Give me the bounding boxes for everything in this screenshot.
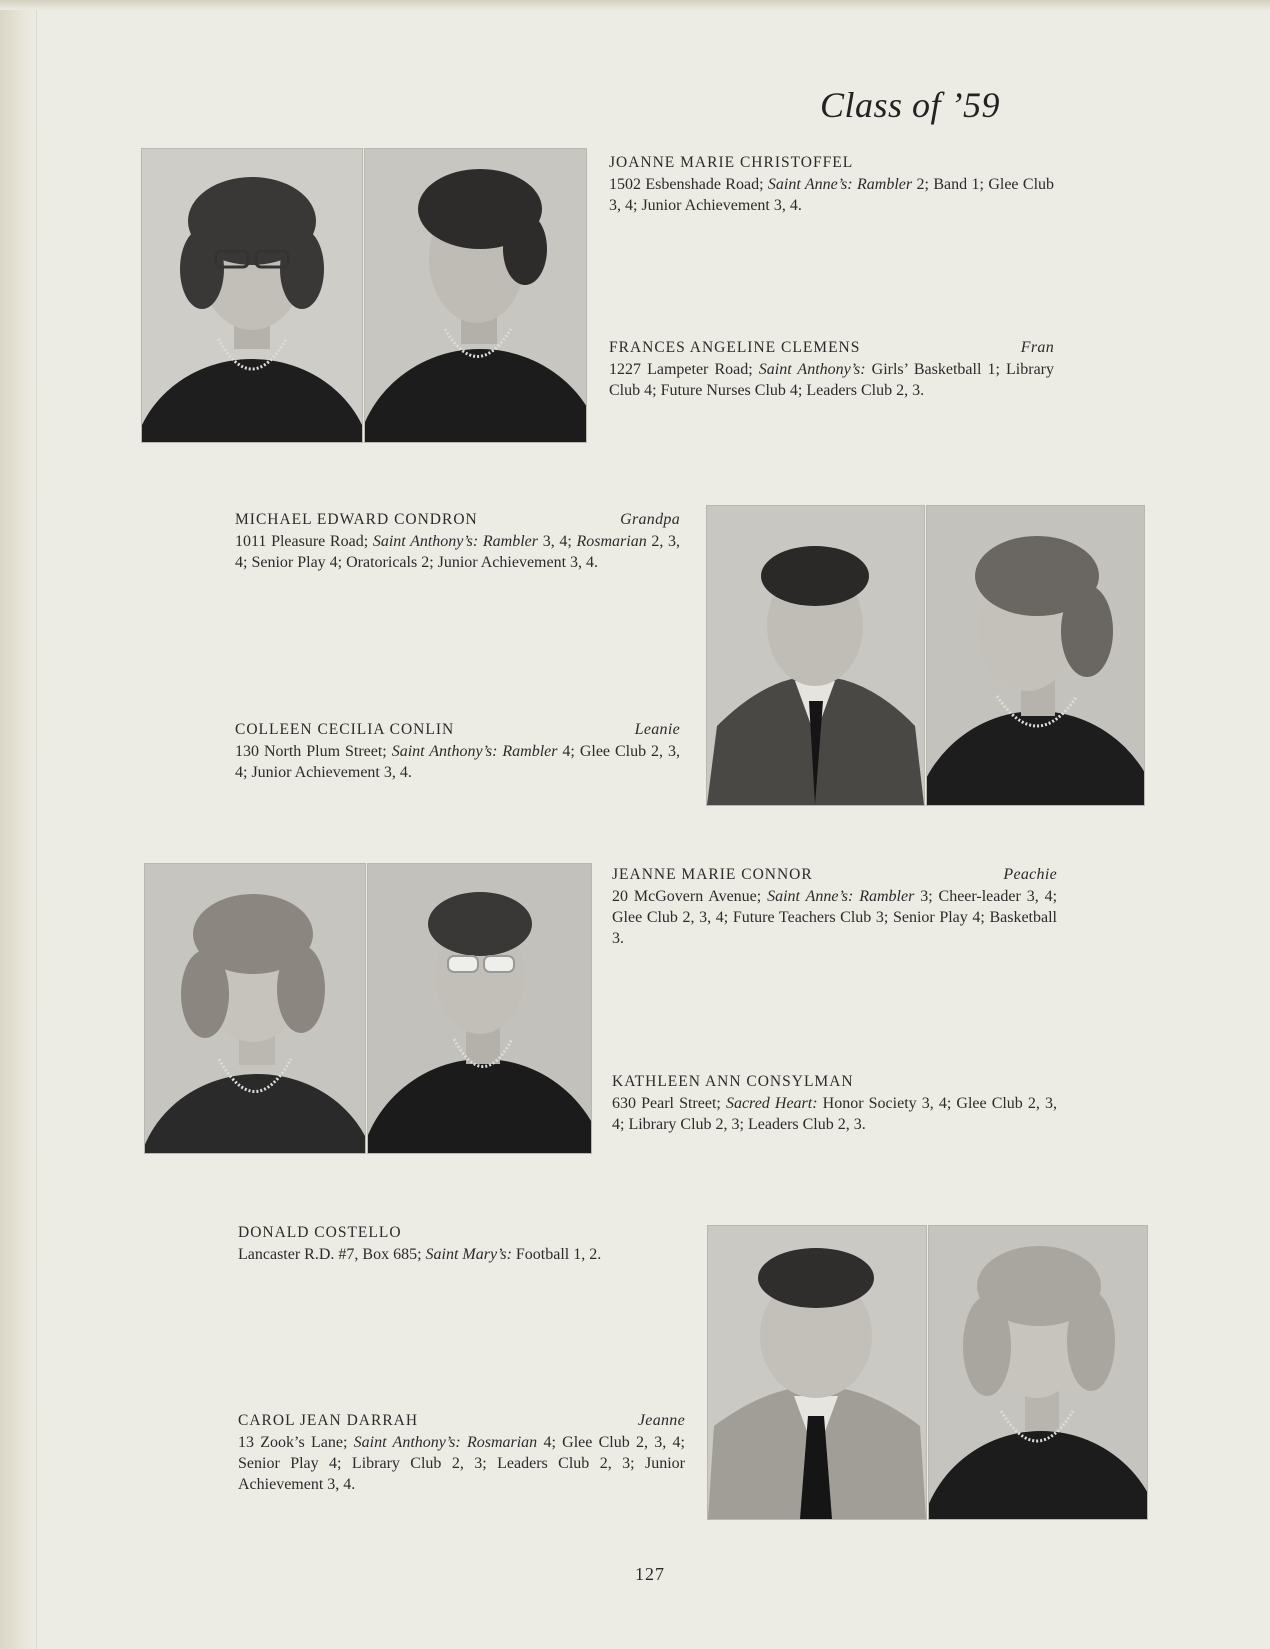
entry-connor (612, 864, 1057, 949)
student-nickname: Grandpa (620, 511, 680, 528)
student-name: KATHLEEN ANN CONSYLMAN (612, 1073, 854, 1090)
student-nickname: Leanie (634, 721, 680, 738)
entry-christoffel (609, 152, 1054, 216)
portrait-conlin (927, 506, 1144, 805)
photo-pair-3 (145, 864, 591, 1153)
portrait-darrah (929, 1226, 1147, 1519)
page-number: 127 (635, 1564, 665, 1584)
portrait-consylman (368, 864, 591, 1153)
entry-darrah (238, 1410, 685, 1495)
photo-pair-1 (142, 149, 586, 442)
entry-costello (238, 1222, 683, 1265)
portrait-clemens (365, 149, 586, 442)
student-name: CAROL JEAN DARRAH (238, 1412, 419, 1429)
student-nickname: Jeanne (637, 1412, 685, 1429)
student-name: COLLEEN CECILIA CONLIN (235, 721, 455, 738)
student-name: DONALD COSTELLO (238, 1224, 402, 1241)
photo-pair-2 (707, 506, 1144, 805)
student-nickname: Peachie (1003, 866, 1057, 883)
student-name: JEANNE MARIE CONNOR (612, 866, 813, 883)
page-gutter (0, 0, 37, 1649)
student-bio: 13 Zook’s Lane; Saint Anthony’s: Rosmarian 4; Glee Club 2, 3, 4; Senior Play 4; Library Club 2, 3; Leaders Club 2, 3; Junior Achievement 3, 4. (238, 1434, 685, 1493)
page-title: Class of ’59 (819, 85, 1000, 125)
student-name: FRANCES ANGELINE CLEMENS (609, 339, 861, 356)
student-nickname: Fran (1020, 339, 1054, 356)
portrait-connor (145, 864, 365, 1153)
student-name: MICHAEL EDWARD CONDRON (235, 511, 478, 528)
student-bio: 1502 Esbenshade Road; Saint Anne’s: Rambler 2; Band 1; Glee Club 3, 4; Junior Achievement 3, 4. (609, 176, 1055, 214)
entry-consylman (612, 1071, 1057, 1135)
student-bio: 20 McGovern Avenue; Saint Anne’s: Rambler 3; Cheer-leader 3, 4; Glee Club 2, 3, 4; Future Teachers Club 3; Senior Play 4; Basketball 3. (612, 888, 1058, 947)
student-bio: 1227 Lampeter Road; Saint Anthony’s: Girls’ Basketball 1; Library Club 4; Future Nurses Club 4; Leaders Club 2, 3. (609, 361, 1054, 399)
photo-pair-4 (708, 1226, 1147, 1519)
student-bio: 1011 Pleasure Road; Saint Anthony’s: Rambler 3, 4; Rosmarian 2, 3, 4; Senior Play 4; Oratoricals 2; Junior Achievement 3, 4. (235, 533, 681, 571)
student-bio: Lancaster R.D. #7, Box 685; Saint Mary’s: Football 1, 2. (238, 1246, 602, 1263)
student-bio: 130 North Plum Street; Saint Anthony’s: Rambler 4; Glee Club 2, 3, 4; Junior Achievement 3, 4. (235, 743, 680, 781)
page-top-edge (0, 0, 1270, 10)
portrait-costello (708, 1226, 926, 1519)
portrait-condron (707, 506, 924, 805)
entry-condron (235, 509, 680, 573)
entry-conlin (235, 719, 680, 783)
portrait-christoffel (142, 149, 362, 442)
student-name: JOANNE MARIE CHRISTOFFEL (609, 154, 854, 171)
student-bio: 630 Pearl Street; Sacred Heart: Honor Society 3, 4; Glee Club 2, 3, 4; Library Club 2, 3; Leaders Club 2, 3. (612, 1095, 1058, 1133)
entry-clemens (609, 337, 1054, 401)
